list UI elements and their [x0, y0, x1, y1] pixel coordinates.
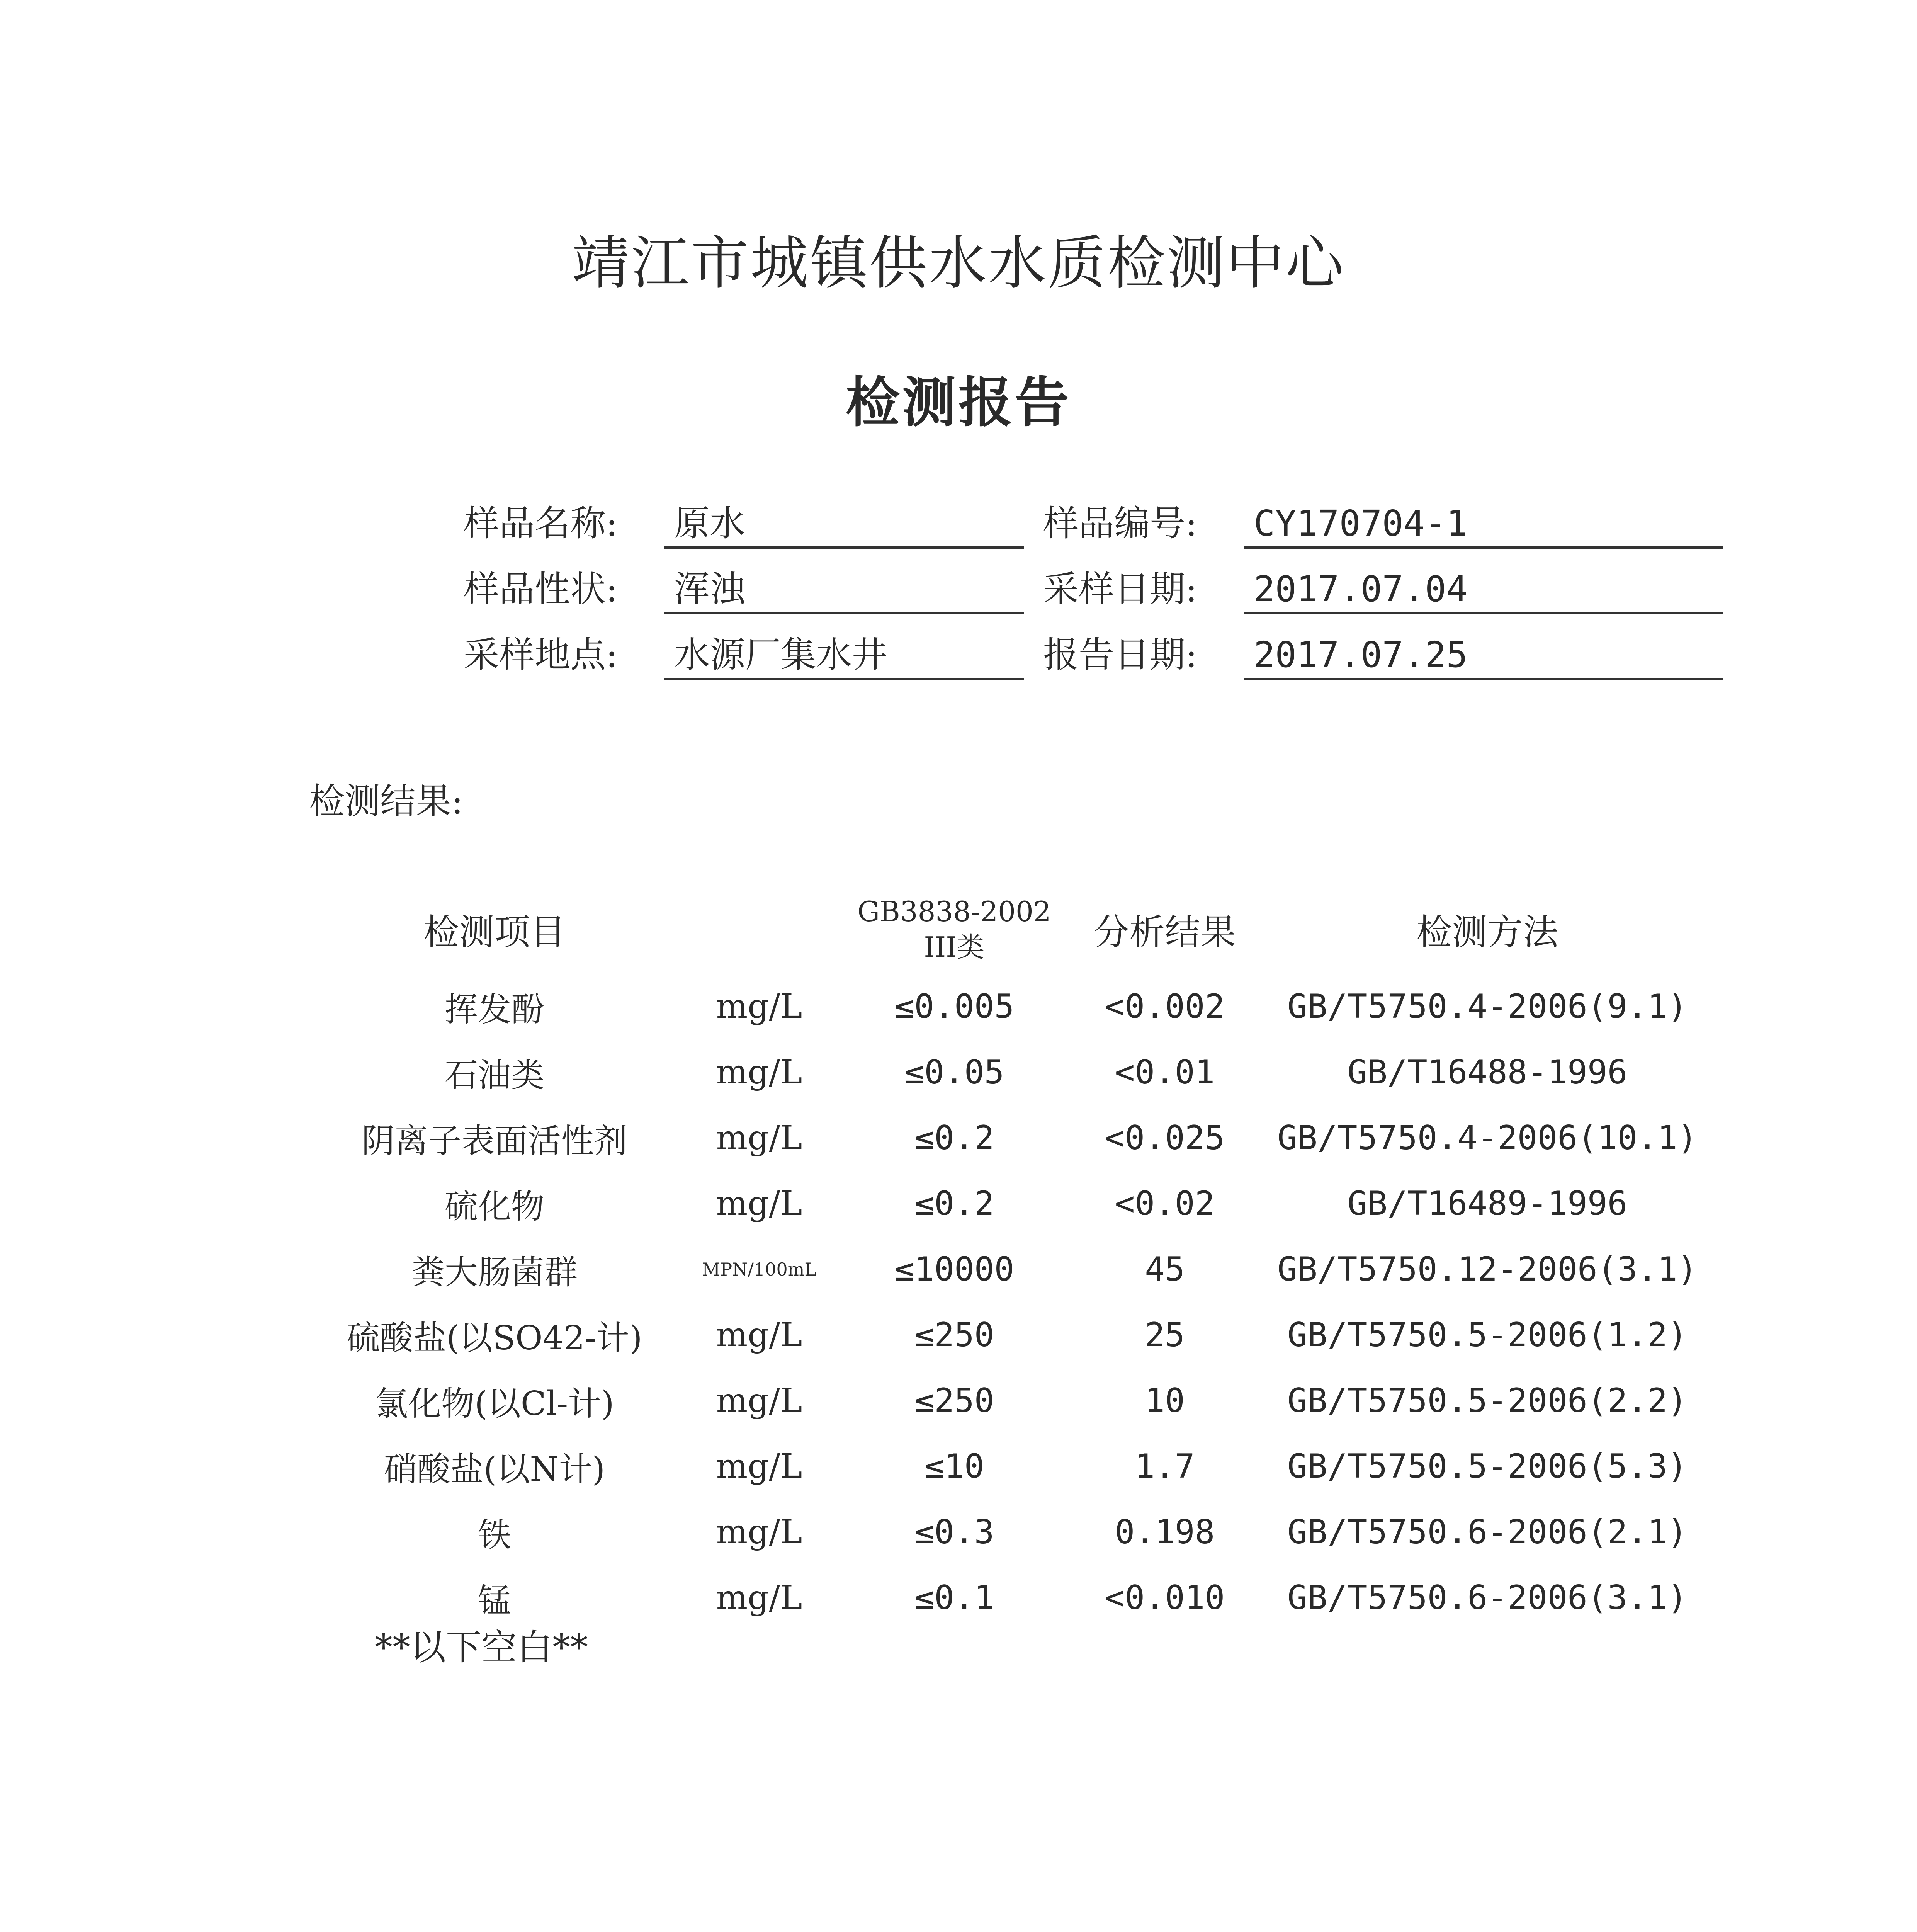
blank-below-note: **以下空白**	[375, 1627, 588, 1668]
cell-item: 石油类	[445, 1056, 544, 1095]
cell-unit: mg/L	[716, 987, 802, 1026]
cell-result: <0.02	[1115, 1184, 1215, 1223]
table-row	[317, 1368, 1708, 1434]
cell-method: GB/T5750.4-2006(10.1)	[1277, 1119, 1698, 1157]
cell-limit: ≤0.3	[914, 1513, 994, 1551]
cell-result: 0.198	[1115, 1513, 1215, 1551]
cell-limit: ≤250	[914, 1381, 994, 1420]
cell-result: 45	[1145, 1250, 1185, 1289]
header-standard	[846, 885, 1062, 974]
table-row	[317, 1171, 1708, 1236]
cell-method: GB/T5750.12-2006(3.1)	[1277, 1250, 1698, 1289]
cell-unit: mg/L	[716, 1578, 802, 1617]
header-item: 检测项目	[423, 912, 566, 953]
cell-item: 硫化物	[445, 1187, 544, 1226]
cell-item: 硫酸盐(以SO42-计)	[347, 1319, 642, 1357]
cell-limit: ≤0.005	[894, 987, 1015, 1026]
header-standard-line2: III类	[924, 931, 985, 963]
results-label: 检测结果:	[309, 781, 463, 822]
cell-unit: mg/L	[716, 1447, 802, 1486]
cell-result: <0.025	[1105, 1119, 1225, 1157]
cell-result: 25	[1145, 1316, 1185, 1354]
cell-unit: mg/L	[716, 1316, 802, 1354]
cell-item: 阴离子表面活性剂	[362, 1122, 627, 1160]
cell-method: GB/T5750.6-2006(3.1)	[1287, 1578, 1688, 1617]
cell-method: GB/T16489-1996	[1347, 1184, 1628, 1223]
header-result: 分析结果	[1093, 912, 1236, 953]
sample-no-label: 样品编号:	[1043, 503, 1197, 544]
report-date-label: 报告日期:	[1043, 634, 1197, 675]
cell-unit: MPN/100mL	[702, 1259, 816, 1280]
results-table	[317, 885, 1708, 1631]
table-header-row	[317, 885, 1708, 974]
organization-title: 靖江市城镇供水水质检测中心	[571, 230, 1345, 297]
cell-result: <0.002	[1105, 987, 1225, 1026]
table-row	[317, 1039, 1708, 1105]
table-row	[317, 1302, 1708, 1368]
sample-no-value: CY170704-1	[1244, 498, 1723, 549]
info-row-2	[464, 564, 1723, 630]
cell-unit: mg/L	[716, 1119, 802, 1157]
header-standard-line1: GB3838-2002	[857, 895, 1051, 928]
table-row	[317, 974, 1708, 1039]
cell-item: 挥发酚	[445, 990, 544, 1029]
header-method: 检测方法	[1416, 912, 1558, 953]
cell-item: 氯化物(以Cl-计)	[375, 1384, 614, 1423]
sample-name-label: 样品名称:	[464, 503, 618, 544]
table-row	[317, 1236, 1708, 1302]
info-row-1	[464, 498, 1723, 564]
table-row	[317, 1434, 1708, 1499]
cell-method: GB/T5750.5-2006(1.2)	[1287, 1316, 1688, 1354]
cell-unit: mg/L	[716, 1513, 802, 1551]
info-row-3	[464, 630, 1723, 696]
sampling-site-label: 采样地点:	[464, 634, 618, 675]
cell-method: GB/T5750.6-2006(2.1)	[1287, 1513, 1688, 1551]
cell-method: GB/T5750.5-2006(2.2)	[1287, 1381, 1688, 1420]
report-title: 检测报告	[845, 371, 1071, 434]
sampling-site-value: 水源厂集水井	[664, 630, 1024, 680]
cell-result: <0.01	[1115, 1053, 1215, 1092]
cell-result: 10	[1145, 1381, 1185, 1420]
cell-limit: ≤10	[924, 1447, 984, 1486]
cell-result: <0.010	[1105, 1578, 1225, 1617]
cell-limit: ≤0.2	[914, 1184, 994, 1223]
table-row	[317, 1105, 1708, 1171]
cell-unit: mg/L	[716, 1381, 802, 1420]
cell-item: 锰	[478, 1582, 511, 1620]
cell-limit: ≤10000	[894, 1250, 1015, 1289]
cell-item: 粪大肠菌群	[411, 1253, 578, 1292]
cell-result: 1.7	[1135, 1447, 1195, 1486]
cell-unit: mg/L	[716, 1053, 802, 1092]
cell-method: GB/T5750.4-2006(9.1)	[1287, 987, 1688, 1026]
sample-info	[464, 498, 1723, 696]
cell-item: 铁	[478, 1516, 511, 1554]
header-unit	[672, 885, 846, 974]
cell-limit: ≤250	[914, 1316, 994, 1354]
sample-state-value: 浑浊	[664, 564, 1024, 614]
sample-name-value: 原水	[664, 498, 1024, 549]
table-row	[317, 1499, 1708, 1565]
sampling-date-label: 采样日期:	[1043, 568, 1197, 610]
sampling-date-value: 2017.07.04	[1244, 564, 1723, 614]
sample-state-label: 样品性状:	[464, 568, 618, 610]
cell-item: 硝酸盐(以N计)	[384, 1450, 605, 1489]
cell-method: GB/T5750.5-2006(5.3)	[1287, 1447, 1688, 1486]
cell-limit: ≤0.05	[904, 1053, 1004, 1092]
cell-method: GB/T16488-1996	[1347, 1053, 1628, 1092]
cell-limit: ≤0.2	[914, 1119, 994, 1157]
cell-unit: mg/L	[716, 1184, 802, 1223]
report-date-value: 2017.07.25	[1244, 630, 1723, 680]
cell-limit: ≤0.1	[914, 1578, 994, 1617]
